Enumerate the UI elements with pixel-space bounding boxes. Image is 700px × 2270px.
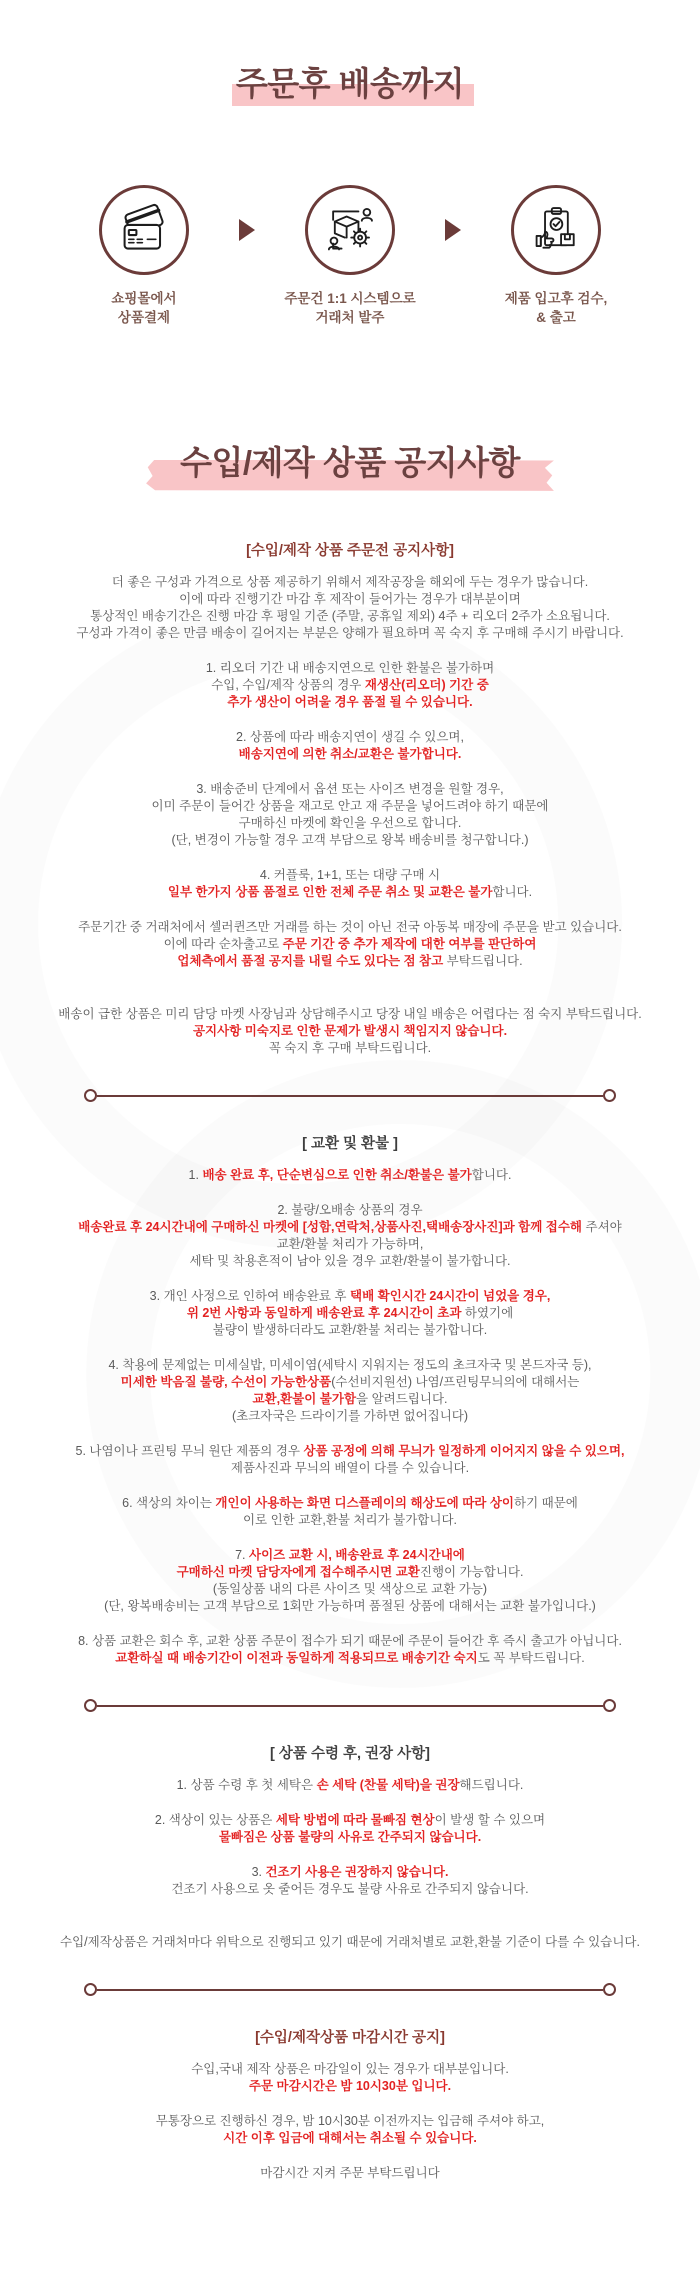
emphasis-text: 개인이 사용하는 화면 디스플레이의 해상도에 따라 상이 <box>215 1496 514 1511</box>
text-line <box>40 1812 660 1829</box>
body-text: 합니다. <box>492 885 533 900</box>
order-process-flow <box>0 185 700 327</box>
text-line <box>40 953 660 970</box>
notice-paragraph <box>40 781 660 849</box>
body-text: 진행이 가능합니다. <box>419 1565 524 1580</box>
body-text: 부탁드립니다. <box>443 954 523 969</box>
main-title-section <box>0 0 700 125</box>
notice-paragraph <box>40 919 660 970</box>
payment-step-circle <box>99 185 189 275</box>
divider-ring <box>84 1089 97 1102</box>
body-text: 1. 리오더 기간 내 배송지연으로 인한 환불은 불가하며 <box>205 661 495 676</box>
text-line <box>40 798 660 815</box>
section-heading: [ 상품 수령 후, 권장 사항] <box>270 1746 430 1763</box>
text-line <box>40 815 660 832</box>
page-title <box>236 66 464 102</box>
notice-paragraph <box>40 1288 660 1339</box>
body-text: 제품사진과 무늬의 배열이 다를 수 있습니다. <box>230 1461 470 1476</box>
body-text: 수입, 수입/제작 상품의 경우 <box>211 678 365 693</box>
text-line <box>40 1512 660 1529</box>
text-line <box>40 1598 660 1615</box>
emphasis-text: 위 2번 사항과 동일하게 배송완료 후 24시간이 초과 <box>186 1306 462 1321</box>
notice-paragraph <box>40 1167 660 1184</box>
body-text: 하기 때문에 <box>514 1496 578 1511</box>
text-line <box>40 1829 660 1846</box>
notice-paragraph <box>40 1495 660 1529</box>
body-text: 도 꼭 부탁드립니다. <box>477 1651 585 1666</box>
emphasis-text: 업체측에서 품절 공지를 내릴 수도 있다는 점 참고 <box>177 954 444 969</box>
section-divider <box>40 1089 660 1102</box>
text-line <box>40 1288 660 1305</box>
emphasis-text: 배송완료 후 24시간내에 구매하신 마켓에 [성함,연락처,상품사진,택배송장사진]과 함께 접수해 <box>78 1220 583 1235</box>
text-line <box>40 2165 660 2182</box>
notice-paragraph <box>40 1443 660 1477</box>
notice-paragraph <box>40 2113 660 2147</box>
notice-body <box>40 543 660 2270</box>
text-line <box>40 1357 660 1374</box>
text-line <box>40 608 660 625</box>
text-line <box>40 574 660 591</box>
notice-paragraph <box>40 1777 660 1794</box>
emphasis-text: 주문 마감시간은 밤 10시30분 입니다. <box>248 2079 452 2094</box>
body-text: 마감시간 지켜 주문 부탁드립니다 <box>260 2166 440 2181</box>
text-line <box>40 1040 660 1057</box>
inspection-shipping-icon <box>529 203 583 257</box>
body-text: 을 알려드립니다. <box>356 1392 448 1407</box>
emphasis-text: 재생산(리오더) 기간 중 <box>364 678 489 693</box>
text-line <box>40 1305 660 1322</box>
step-label-line: & 출고 <box>536 309 576 325</box>
text-line <box>40 1460 660 1477</box>
emphasis-text: 미세한 박음질 불량, 수선이 가능한상품 <box>120 1375 332 1390</box>
notice-title-text: 수입/제작 상품 공지사항 <box>180 443 520 481</box>
notice-paragraph <box>40 867 660 901</box>
step-label-line: 제품 입고후 검수, <box>504 290 608 306</box>
text-line <box>40 2130 660 2147</box>
body-text: 3. 배송준비 단계에서 옵션 또는 사이즈 변경을 원할 경우, <box>196 782 504 797</box>
body-text: 배송이 급한 상품은 미리 담당 마켓 사장님과 상담해주시고 당장 내일 배송은 어렵다는 점 숙지 부탁드립니다. <box>58 1007 642 1022</box>
body-text: (초크자국은 드라이기를 가하면 없어집니다) <box>231 1409 469 1424</box>
process-step-inspection <box>463 185 649 327</box>
body-text: 8. 상품 교환은 회수 후, 교환 상품 주문이 접수가 되기 때문에 주문이 들어간 후 즉시 출고가 아닙니다. <box>78 1634 622 1649</box>
emphasis-text: 택배 확인시간 24시간이 넘었을 경우, <box>350 1289 551 1304</box>
text-line <box>40 919 660 936</box>
text-line <box>40 625 660 642</box>
divider-ring <box>603 1089 616 1102</box>
emphasis-text: 배송 완료 후, 단순변심으로 인한 취소/환불은 불가 <box>202 1168 472 1183</box>
section-heading: [수입/제작 상품 주문전 공지사항] <box>246 543 454 560</box>
body-text: 5. 나염이나 프린팅 무늬 원단 제품의 경우 <box>75 1444 304 1459</box>
text-line <box>40 660 660 677</box>
page-title-text: 주문후 배송까지 <box>235 65 465 103</box>
text-line <box>40 1023 660 1040</box>
emphasis-text: 시간 이후 입금에 대해서는 취소될 수 있습니다. <box>223 2131 477 2146</box>
body-text: 수입,국내 제작 상품은 마감일이 있는 경우가 대부분입니다. <box>191 2062 509 2077</box>
body-text: 주셔야 <box>582 1220 622 1235</box>
body-text: 구성과 가격이 좋은 만큼 배송이 길어지는 부분은 양해가 필요하며 꼭 숙지 후 구매해 주시기 바랍니다. <box>76 626 624 641</box>
notice-paragraph <box>40 2061 660 2095</box>
body-text: 3. 개인 사정으로 인하여 배송완료 후 <box>149 1289 350 1304</box>
body-text: 1. <box>188 1168 203 1183</box>
body-text: 이에 따라 진행기간 마감 후 제작이 들어가는 경우가 대부분이며 <box>179 592 521 607</box>
section-divider <box>40 1699 660 1712</box>
body-text: (동일상품 내의 다른 사이즈 및 색상으로 교환 가능) <box>212 1582 488 1597</box>
body-text: 교환/환불 처리가 가능하며, <box>276 1237 424 1252</box>
text-line <box>40 936 660 953</box>
emphasis-text: 물빠짐은 상품 불량의 사유로 간주되지 않습니다. <box>218 1830 482 1845</box>
body-text: 세탁 및 착용흔적이 남아 있을 경우 교환/환불이 불가합니다. <box>189 1254 511 1269</box>
text-line <box>40 884 660 901</box>
text-line <box>40 867 660 884</box>
notice-paragraph <box>40 1633 660 1667</box>
notice-title <box>180 444 520 482</box>
text-line <box>40 1564 660 1581</box>
notice-paragraph <box>40 1934 660 1951</box>
notice-paragraph <box>40 2165 660 2182</box>
body-text: 이 발생 할 수 있으며 <box>434 1813 546 1828</box>
step-label-order-system <box>284 289 415 327</box>
divider-ring <box>603 1699 616 1712</box>
step-label-payment <box>111 289 176 327</box>
text-line <box>40 1881 660 1898</box>
emphasis-text: 배송지연에 의한 취소/교환은 불가합니다. <box>238 747 462 762</box>
credit-card-icon <box>117 203 171 257</box>
emphasis-text: 건조기 사용은 권장하지 않습니다. <box>265 1865 449 1880</box>
text-line <box>40 1495 660 1512</box>
text-line <box>40 694 660 711</box>
body-text: 2. 상품에 따라 배송지연이 생길 수 있으며, <box>236 730 464 745</box>
body-text: 해드립니다. <box>459 1778 524 1793</box>
notice-paragraph <box>40 1812 660 1846</box>
inspection-step-circle <box>511 185 601 275</box>
emphasis-text: 상품 공정에 의해 무늬가 일정하게 이어지지 않을 수 있으며, <box>303 1444 625 1459</box>
notice-paragraph <box>40 1357 660 1425</box>
step-label-inspection <box>505 289 608 327</box>
emphasis-text: 주문 기간 중 추가 제작에 대한 여부를 판단하여 <box>282 937 537 952</box>
emphasis-text: 추가 생산이 어려울 경우 품절 될 수 있습니다. <box>227 695 473 710</box>
divider-ring <box>84 1983 97 1996</box>
text-line <box>40 1219 660 1236</box>
text-line <box>40 729 660 746</box>
emphasis-text: 교환하실 때 배송기간이 이전과 동일하게 적용되므로 배송기간 숙지 <box>115 1651 478 1666</box>
process-step-order-system <box>257 185 443 327</box>
divider-line <box>97 1095 603 1097</box>
text-line <box>40 1650 660 1667</box>
body-text: 더 좋은 구성과 가격으로 상품 제공하기 위해서 제작공장을 해외에 두는 경우가 많습니다. <box>111 575 589 590</box>
text-line <box>40 2078 660 2095</box>
step-label-line: 쇼핑몰에서 <box>111 290 177 306</box>
arrow-right-icon <box>239 219 255 241</box>
text-line <box>40 1322 660 1339</box>
body-text: 합니다. <box>471 1168 512 1183</box>
emphasis-text: 사이즈 교환 시, 배송완료 후 24시간내에 <box>249 1548 465 1563</box>
step-label-line: 거래처 발주 <box>315 309 385 325</box>
text-line <box>40 2113 660 2130</box>
divider-ring <box>84 1699 97 1712</box>
notice-paragraph <box>40 1202 660 1270</box>
body-text: 4. 커플룩, 1+1, 또는 대량 구매 시 <box>259 868 441 883</box>
text-line <box>40 591 660 608</box>
text-line <box>40 746 660 763</box>
section-heading: [ 교환 및 환불 ] <box>302 1136 398 1153</box>
emphasis-text: 공지사항 미숙지로 인한 문제가 발생시 책임지지 않습니다. <box>192 1024 508 1039</box>
text-line <box>40 1391 660 1408</box>
emphasis-text: 세탁 방법에 따라 물빠짐 현상 <box>275 1813 435 1828</box>
notice-paragraph <box>40 660 660 711</box>
text-line <box>40 1633 660 1650</box>
notice-paragraph <box>40 729 660 763</box>
body-text: 이로 인한 교환,환불 처리가 불가합니다. <box>242 1513 458 1528</box>
section-divider <box>40 1983 660 1996</box>
text-line <box>40 1581 660 1598</box>
body-text: 1. 상품 수령 후 첫 세탁은 <box>176 1778 317 1793</box>
text-line <box>40 1777 660 1794</box>
text-line <box>40 832 660 849</box>
step-label-line: 상품결제 <box>117 309 171 325</box>
emphasis-text: 구매하신 마켓 담당자에게 접수해주시면 교환 <box>176 1565 420 1580</box>
text-line <box>40 1864 660 1881</box>
section-heading: [수입/제작상품 마감시간 공지] <box>255 2030 445 2047</box>
order-system-icon <box>323 203 377 257</box>
emphasis-text: 일부 한가지 상품 품절로 인한 전체 주문 취소 및 교환은 불가 <box>167 885 493 900</box>
body-text: 4. 착용에 문제없는 미세실밥, 미세이염(세탁시 지워지는 정도의 초크자국 및 본드자국 등), <box>108 1358 592 1373</box>
arrow-right-icon <box>445 219 461 241</box>
emphasis-text: 손 세탁 (찬물 세탁)을 권장 <box>316 1778 460 1793</box>
text-line <box>40 1236 660 1253</box>
body-text: (수선비지원선) 나염/프린팅무늬의에 대해서는 <box>331 1375 580 1390</box>
divider-ring <box>603 1983 616 1996</box>
body-text: 건조기 사용으로 옷 줄어든 경우도 불량 사유로 간주되지 않습니다. <box>171 1882 529 1897</box>
notice-paragraph <box>40 1547 660 1615</box>
body-text: 이미 주문이 들어간 상품을 재고로 안고 재 주문을 넣어드려야 하기 때문에 <box>151 799 549 814</box>
notice-paragraph <box>40 1864 660 1898</box>
body-text: (단, 왕복배송비는 고객 부담으로 1회만 가능하며 품절된 상품에 대해서는 교환 불가입니다.) <box>104 1599 596 1614</box>
text-line <box>40 1547 660 1564</box>
divider-line <box>97 1705 603 1707</box>
body-text: 구매하신 마켓에 확인을 우선으로 합니다. <box>238 816 462 831</box>
text-line <box>40 1934 660 1951</box>
text-line <box>40 1408 660 1425</box>
body-text: 3. <box>251 1865 266 1880</box>
body-text: 무통장으로 진행하신 경우, 밤 10시30분 이전까지는 입금해 주셔야 하고, <box>155 2114 545 2129</box>
text-line <box>40 677 660 694</box>
body-text: 6. 색상의 차이는 <box>122 1496 216 1511</box>
notice-paragraph <box>40 1006 660 1057</box>
text-line <box>40 2061 660 2078</box>
body-text: 2. 색상이 있는 상품은 <box>154 1813 276 1828</box>
body-text: (단, 변경이 가능할 경우 고객 부담으로 왕복 배송비를 청구합니다.) <box>171 833 529 848</box>
divider-line <box>97 1989 603 1991</box>
text-line <box>40 1253 660 1270</box>
step-label-line: 주문건 1:1 시스템으로 <box>284 290 416 306</box>
emphasis-text: 교환,환불이 불가함 <box>252 1392 357 1407</box>
text-line <box>40 781 660 798</box>
text-line <box>40 1374 660 1391</box>
text-line <box>40 1006 660 1023</box>
body-text: 하였기에 <box>461 1306 514 1321</box>
body-text: 꼭 숙지 후 구매 부탁드립니다. <box>268 1041 432 1056</box>
order-system-step-circle <box>305 185 395 275</box>
body-text: 2. 불량/오배송 상품의 경우 <box>277 1203 423 1218</box>
body-text: 이에 따라 순차출고로 <box>163 937 283 952</box>
text-line <box>40 1202 660 1219</box>
body-text: 수입/제작상품은 거래처마다 위탁으로 진행되고 있기 때문에 거래처별로 교환,환불 기준이 다를 수 있습니다. <box>60 1935 640 1950</box>
body-text: 주문기간 중 거래처에서 셀러퀸즈만 거래를 하는 것이 아닌 전국 아동복 매장에 주문을 받고 있습니다. <box>78 920 622 935</box>
text-line <box>40 1167 660 1184</box>
body-text: 통상적인 배송기간은 진행 마감 후 평일 기준 (주말, 공휴일 제외) 4주 + 리오더 2주가 소요됩니다. <box>90 609 610 624</box>
process-step-payment <box>51 185 237 327</box>
text-line <box>40 1443 660 1460</box>
notice-title-section <box>0 417 700 510</box>
body-text: 7. <box>235 1548 250 1563</box>
notice-paragraph <box>40 574 660 642</box>
body-text: 불량이 발생하더라도 교환/환불 처리는 불가합니다. <box>212 1323 488 1338</box>
